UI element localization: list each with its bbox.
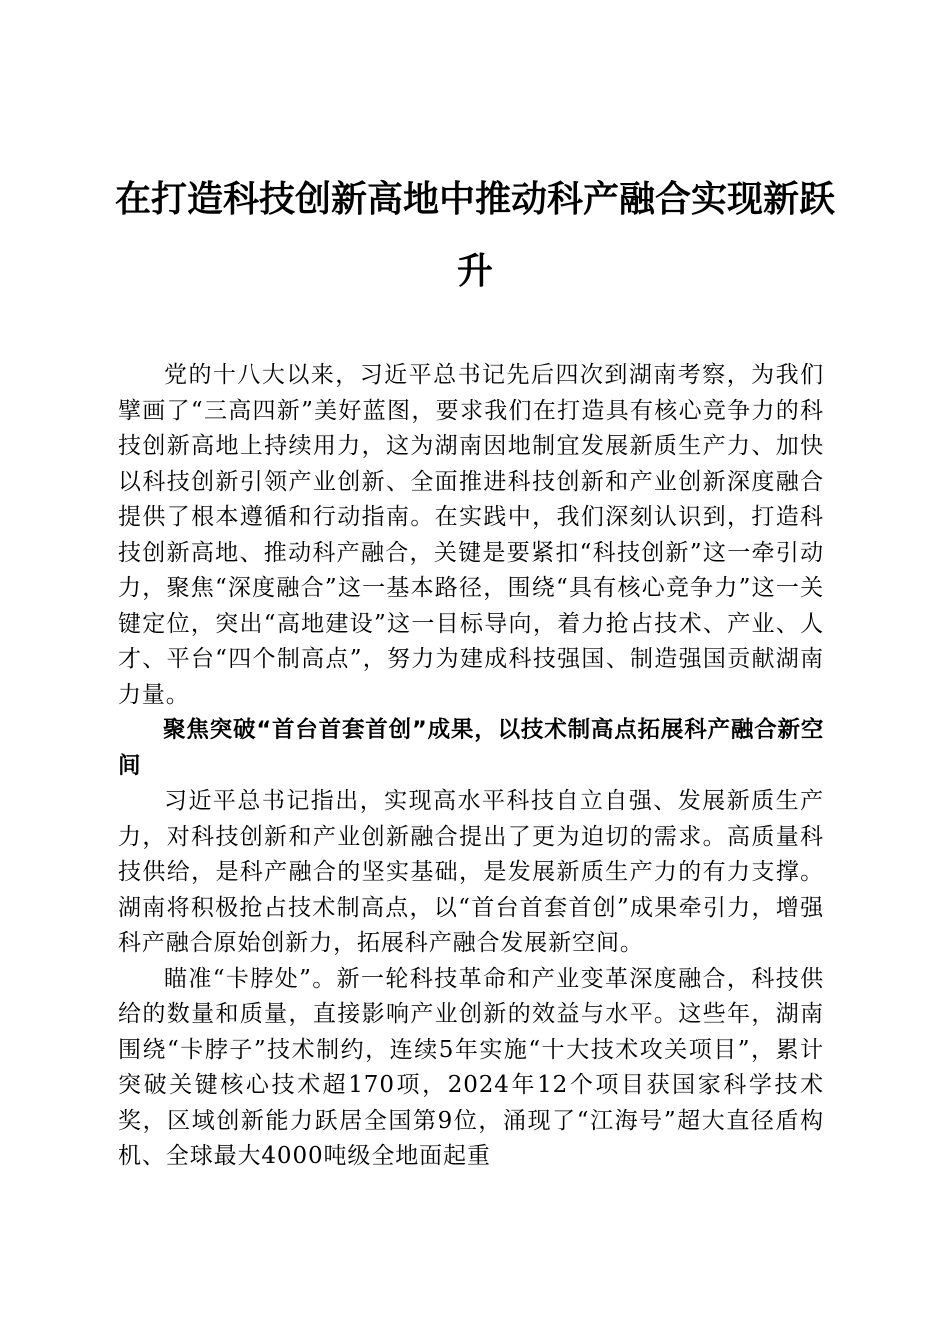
intro-paragraph: 党的十八大以来，习近平总书记先后四次到湖南考察，为我们擘画了“三高四新”美好蓝图，要求我们在打造具有核心竞争力的科技创新高地上持续用力，这为湖南因地制宜发展新质生产力、加快以科技创新引领产业创新、全面推进科技创新和产业创新深度融合提供了根本遵循和行动指南。在实践中，我们深刻认识到，打造科技创新高地、推动科产融合，关键是要紧扣“科技创新”这一牵引动力，聚焦“深度融合”这一基本路径，围绕“具有核心竞争力”这一关键定位，突出“高地建设”这一目标导向，着力抢占技术、产业、人才、平台“四个制高点”，努力为建成科技强国、制造强国贡献湖南力量。 (118, 362, 824, 708)
document-body (118, 358, 824, 1175)
section-paragraph-1: 习近平总书记指出，实现高水平科技自立自强、发展新质生产力，对科技创新和产业创新融合提出了更为迫切的需求。高质量科技供给，是科产融合的坚实基础，是发展新质生产力的有力支撑。湖南将积极抢占技术制高点，以“首台首套首创”成果牵引力，增强科产融合原始创新力，拓展科产融合发展新空间。 (118, 788, 824, 956)
section-paragraph-2: 瞄准“卡脖处”。新一轮科技革命和产业变革深度融合，科技供给的数量和质量，直接影响产业创新的效益与水平。这些年，湖南围绕“卡脖子”技术制约，连续5年实施“十大技术攻关项目”，累计突破关键核心技术超170项，2024年12个项目获国家科学技术奖，区域创新能力跃居全国第9位，涌现了“江海号”超大直径盾构机、全球最大4000吨级全地面起重 (118, 965, 824, 1169)
document-title: 在打造科技创新高地中推动科产融合实现新跃升 (114, 178, 835, 292)
section-heading: 聚焦突破“首台首套首创”成果，以技术制高点拓展科产融合新空间 (118, 717, 824, 779)
